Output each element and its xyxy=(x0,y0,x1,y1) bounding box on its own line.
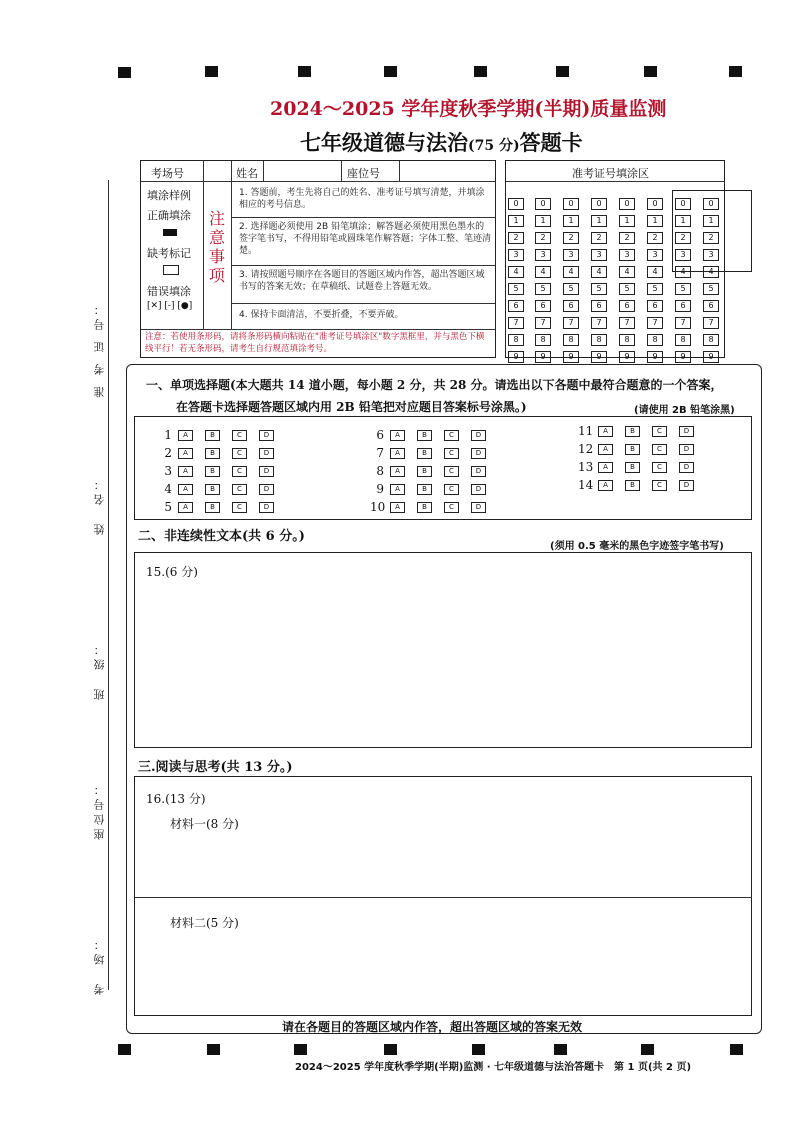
id-digit-bubble[interactable]: 8 xyxy=(535,334,551,346)
timing-mark xyxy=(641,1044,654,1055)
option-bubble-b[interactable]: B xyxy=(205,448,220,459)
id-digit-bubble[interactable]: 6 xyxy=(703,300,719,312)
id-digit-bubble[interactable]: 6 xyxy=(563,300,579,312)
timing-mark xyxy=(554,1044,567,1055)
option-bubble-b[interactable]: B xyxy=(417,430,432,441)
id-digit-bubble[interactable]: 0 xyxy=(675,198,691,210)
option-bubble-c[interactable]: C xyxy=(444,502,459,513)
id-digit-bubble[interactable]: 5 xyxy=(619,283,635,295)
question-number: 3 xyxy=(164,464,172,478)
id-digit-column xyxy=(508,198,524,368)
id-digit-bubble[interactable]: 4 xyxy=(508,266,524,278)
mcq-question-row xyxy=(370,446,498,460)
option-bubble-b[interactable]: B xyxy=(417,502,432,513)
id-digit-bubble[interactable]: 5 xyxy=(591,283,607,295)
id-digit-bubble[interactable]: 5 xyxy=(647,283,663,295)
option-bubble-c[interactable]: C xyxy=(652,480,667,491)
q15-answer-box[interactable] xyxy=(134,552,752,748)
id-digit-bubble[interactable]: 2 xyxy=(647,232,663,244)
option-bubble-d[interactable]: D xyxy=(471,448,486,459)
option-bubble-a[interactable]: A xyxy=(598,462,613,473)
option-bubble-b[interactable]: B xyxy=(205,502,220,513)
id-digit-bubble[interactable]: 2 xyxy=(675,232,691,244)
option-bubble-a[interactable]: A xyxy=(598,480,613,491)
timing-mark xyxy=(118,67,131,78)
wrong-fill-label: 错误填涂 xyxy=(147,285,191,298)
id-digit-bubble[interactable]: 0 xyxy=(591,198,607,210)
id-digit-bubble[interactable]: 5 xyxy=(703,283,719,295)
sidebar-class-label: 班 级： xyxy=(93,640,106,700)
seat-label: 座位号 xyxy=(347,167,380,180)
timing-mark xyxy=(729,66,742,77)
option-bubble-c[interactable]: C xyxy=(444,466,459,477)
id-digit-bubble[interactable]: 3 xyxy=(619,249,635,261)
timing-mark xyxy=(472,1044,485,1055)
option-bubble-a[interactable]: A xyxy=(390,466,405,477)
option-bubble-a[interactable]: A xyxy=(390,430,405,441)
id-digit-column xyxy=(675,198,691,368)
timing-mark xyxy=(118,1044,131,1055)
id-digit-bubble[interactable]: 9 xyxy=(591,351,607,363)
option-bubble-c[interactable]: C xyxy=(444,430,459,441)
sidebar-ticket-label: 准 考 证 号： xyxy=(93,300,106,398)
id-digit-bubble[interactable]: 5 xyxy=(508,283,524,295)
option-bubble-b[interactable]: B xyxy=(625,480,640,491)
id-digit-bubble[interactable]: 9 xyxy=(508,351,524,363)
pencil-note: (请使用 2B 铅笔涂黑) xyxy=(634,405,735,416)
option-bubble-a[interactable]: A xyxy=(178,448,193,459)
q16-answer-box[interactable] xyxy=(134,776,752,1016)
option-bubble-a[interactable]: A xyxy=(178,502,193,513)
timing-mark xyxy=(384,66,397,77)
id-digit-bubble[interactable]: 2 xyxy=(563,232,579,244)
timing-mark xyxy=(298,66,311,77)
id-digit-bubble[interactable]: 5 xyxy=(563,283,579,295)
mcq-question-row xyxy=(578,424,706,438)
timing-mark xyxy=(644,66,657,77)
sidebar-room-label: 考 场： xyxy=(93,935,106,995)
option-bubble-c[interactable]: C xyxy=(652,426,667,437)
correct-fill-sample xyxy=(163,229,177,236)
mcq-question-row xyxy=(578,460,706,474)
id-digit-bubble[interactable]: 7 xyxy=(591,317,607,329)
section1-title: 一、单项选择题(本大题共 14 道小题，每小题 2 分，共 28 分。请选出以下各题中最符合题意的一个答案， xyxy=(146,378,723,392)
id-digit-bubble[interactable]: 0 xyxy=(647,198,663,210)
option-bubble-b[interactable]: B xyxy=(205,484,220,495)
id-digit-bubble[interactable]: 2 xyxy=(535,232,551,244)
section1-title-line2: 在答题卡选择题答题区域内用 2B 铅笔把对应题目答案标号涂黑。) xyxy=(176,400,527,414)
id-digit-bubble[interactable]: 9 xyxy=(647,351,663,363)
mcq-question-row xyxy=(578,442,706,456)
option-bubble-d[interactable]: D xyxy=(259,430,274,441)
id-digit-column xyxy=(563,198,579,368)
id-digit-bubble[interactable]: 3 xyxy=(647,249,663,261)
timing-mark xyxy=(205,66,218,77)
option-bubble-d[interactable]: D xyxy=(471,430,486,441)
option-bubble-b[interactable]: B xyxy=(205,430,220,441)
id-digit-bubble[interactable]: 6 xyxy=(508,300,524,312)
id-digit-bubble[interactable]: 3 xyxy=(675,249,691,261)
id-digit-bubble[interactable]: 3 xyxy=(508,249,524,261)
option-bubble-c[interactable]: C xyxy=(232,502,247,513)
barcode-note: 注意：若使用条形码，请将条形码横向粘贴在"准考证号填涂区"数字黑框里，并与黑色下横线平行！若无条形码，请考生自行规范填涂考号。 xyxy=(145,332,485,354)
sidebar-seat-label: 座位号： xyxy=(93,780,106,840)
id-digit-bubble[interactable]: 7 xyxy=(703,317,719,329)
notice-item-3: 3. 请按照题号顺序在各题目的答题区域内作答，超出答题区域书写的答案无效；在草稿纸、试题卷上答题无效。 xyxy=(239,270,485,292)
id-digit-bubble[interactable]: 0 xyxy=(535,198,551,210)
id-digit-bubble[interactable]: 6 xyxy=(675,300,691,312)
q15-label: 15.(6 分) xyxy=(146,565,198,579)
option-bubble-d[interactable]: D xyxy=(679,480,694,491)
material2-label: 材料二(5 分) xyxy=(170,916,239,930)
id-digit-column xyxy=(591,198,607,368)
id-digit-bubble[interactable]: 4 xyxy=(619,266,635,278)
mcq-question-row xyxy=(370,500,498,514)
id-digit-bubble[interactable]: 9 xyxy=(563,351,579,363)
id-digit-bubble[interactable]: 5 xyxy=(675,283,691,295)
id-digit-bubble[interactable]: 8 xyxy=(619,334,635,346)
option-bubble-c[interactable]: C xyxy=(652,462,667,473)
id-digit-bubble[interactable]: 8 xyxy=(563,334,579,346)
material-divider xyxy=(134,897,752,898)
option-bubble-b[interactable]: B xyxy=(417,466,432,477)
option-bubble-d[interactable]: D xyxy=(471,466,486,477)
id-digit-bubble[interactable]: 9 xyxy=(535,351,551,363)
id-digit-column xyxy=(647,198,663,368)
id-digit-column xyxy=(703,198,719,368)
id-digit-bubble[interactable]: 7 xyxy=(563,317,579,329)
mcq-question-row xyxy=(158,482,286,496)
timing-mark xyxy=(294,1044,307,1055)
mcq-question-row xyxy=(370,464,498,478)
question-number: 9 xyxy=(376,482,384,496)
wrong-fill-marks: [✕] [-] [●] xyxy=(147,301,193,311)
option-bubble-b[interactable]: B xyxy=(625,426,640,437)
option-bubble-c[interactable]: C xyxy=(232,466,247,477)
id-area-title: 准考证号填涂区 xyxy=(572,167,649,180)
id-digit-bubble[interactable]: 4 xyxy=(703,266,719,278)
id-digit-bubble[interactable]: 2 xyxy=(703,232,719,244)
id-digit-bubble[interactable]: 7 xyxy=(619,317,635,329)
notice-item-2: 2. 选择题必须使用 2B 铅笔填涂；解答题必须使用黑色墨水的签字笔书写，不得用铅笔或圆珠笔作解答题；字体工整、笔迹清楚。 xyxy=(239,222,492,256)
mcq-question-row xyxy=(370,428,498,442)
section3-title: 三.阅读与思考(共 13 分。) xyxy=(138,760,293,775)
option-bubble-d[interactable]: D xyxy=(679,426,694,437)
q16-label: 16.(13 分) xyxy=(146,792,206,806)
id-digit-bubble[interactable]: 6 xyxy=(647,300,663,312)
id-digit-bubble[interactable]: 1 xyxy=(535,215,551,227)
mcq-question-row xyxy=(578,478,706,492)
id-digit-bubble[interactable]: 2 xyxy=(619,232,635,244)
id-digit-bubble[interactable]: 4 xyxy=(563,266,579,278)
id-digit-bubble[interactable]: 1 xyxy=(703,215,719,227)
absent-mark-box[interactable] xyxy=(163,265,179,275)
id-digit-bubble[interactable]: 8 xyxy=(591,334,607,346)
mcq-question-row xyxy=(158,500,286,514)
card-title: 七年级道德与法治(75 分)答题卡 xyxy=(300,130,583,155)
correct-fill-label: 正确填涂 xyxy=(147,209,191,222)
id-digit-bubble[interactable]: 8 xyxy=(647,334,663,346)
id-digit-bubble[interactable]: 9 xyxy=(703,351,719,363)
mcq-question-row xyxy=(158,446,286,460)
fill-example-label: 填涂样例 xyxy=(147,189,191,202)
option-bubble-a[interactable]: A xyxy=(390,448,405,459)
id-digit-bubble[interactable]: 4 xyxy=(535,266,551,278)
timing-mark xyxy=(384,1044,397,1055)
option-bubble-a[interactable]: A xyxy=(598,444,613,455)
id-digit-bubble[interactable]: 9 xyxy=(675,351,691,363)
absent-mark-label: 缺考标记 xyxy=(147,247,191,260)
option-bubble-a[interactable]: A xyxy=(178,430,193,441)
question-number: 13 xyxy=(578,460,594,474)
id-digit-bubble[interactable]: 7 xyxy=(647,317,663,329)
bottom-warning: 请在各题目的答题区域内作答，超出答题区域的答案无效 xyxy=(282,1020,583,1034)
id-digit-bubble[interactable]: 7 xyxy=(675,317,691,329)
notice-item-1: 1. 答题前，考生先将自己的姓名、准考证号填写清楚，并填涂相应的考号信息。 xyxy=(239,188,485,210)
option-bubble-c[interactable]: C xyxy=(232,430,247,441)
id-digit-bubble[interactable]: 0 xyxy=(563,198,579,210)
id-digit-bubble[interactable]: 3 xyxy=(703,249,719,261)
id-digit-bubble[interactable]: 4 xyxy=(647,266,663,278)
timing-mark xyxy=(207,1044,220,1055)
id-digit-bubble[interactable]: 1 xyxy=(591,215,607,227)
option-bubble-b[interactable]: B xyxy=(625,462,640,473)
timing-mark xyxy=(556,66,569,77)
mcq-question-row xyxy=(158,464,286,478)
option-bubble-b[interactable]: B xyxy=(417,448,432,459)
notice-item-4: 4. 保持卡面清洁，不要折叠，不要弄破。 xyxy=(239,310,404,320)
id-digit-bubble[interactable]: 4 xyxy=(591,266,607,278)
id-digit-bubble[interactable]: 0 xyxy=(619,198,635,210)
mcq-question-row xyxy=(158,428,286,442)
option-bubble-d[interactable]: D xyxy=(259,448,274,459)
question-number: 8 xyxy=(376,464,384,478)
option-bubble-c[interactable]: C xyxy=(232,448,247,459)
id-digit-bubble[interactable]: 6 xyxy=(591,300,607,312)
id-digit-bubble[interactable]: 0 xyxy=(508,198,524,210)
question-number: 5 xyxy=(164,500,172,514)
option-bubble-a[interactable]: A xyxy=(178,466,193,477)
option-bubble-d[interactable]: D xyxy=(259,484,274,495)
id-digit-bubble[interactable]: 0 xyxy=(703,198,719,210)
option-bubble-c[interactable]: C xyxy=(444,448,459,459)
option-bubble-a[interactable]: A xyxy=(598,426,613,437)
id-digit-bubble[interactable]: 3 xyxy=(535,249,551,261)
option-bubble-b[interactable]: B xyxy=(205,466,220,477)
id-digit-bubble[interactable]: 2 xyxy=(591,232,607,244)
id-digit-bubble[interactable]: 8 xyxy=(675,334,691,346)
id-digit-bubble[interactable]: 9 xyxy=(619,351,635,363)
question-number: 7 xyxy=(376,446,384,460)
question-number: 11 xyxy=(578,424,594,438)
id-digit-bubble[interactable]: 3 xyxy=(591,249,607,261)
id-digit-bubble[interactable]: 1 xyxy=(619,215,635,227)
option-bubble-b[interactable]: B xyxy=(417,484,432,495)
id-digit-bubble[interactable]: 8 xyxy=(703,334,719,346)
question-number: 4 xyxy=(164,482,172,496)
question-number: 14 xyxy=(578,478,594,492)
option-bubble-a[interactable]: A xyxy=(390,502,405,513)
question-number: 10 xyxy=(370,500,386,514)
id-digit-bubble[interactable]: 7 xyxy=(508,317,524,329)
pen-note: (须用 0.5 毫米的黑色字迹签字笔书写) xyxy=(550,541,724,552)
id-digit-bubble[interactable]: 1 xyxy=(647,215,663,227)
section2-title: 二、非连续性文本(共 6 分。) xyxy=(138,529,305,544)
option-bubble-a[interactable]: A xyxy=(390,484,405,495)
exam-title: 2024～2025 学年度秋季学期(半期)质量监测 xyxy=(270,98,667,120)
option-bubble-a[interactable]: A xyxy=(178,484,193,495)
id-digit-bubble[interactable]: 4 xyxy=(675,266,691,278)
id-digit-bubble[interactable]: 5 xyxy=(535,283,551,295)
question-number: 6 xyxy=(376,428,384,442)
name-label: 姓名 xyxy=(236,167,258,180)
option-bubble-c[interactable]: C xyxy=(444,484,459,495)
option-bubble-d[interactable]: D xyxy=(259,502,274,513)
sidebar-name-label: 姓 名： xyxy=(93,475,106,535)
id-digit-bubble[interactable]: 1 xyxy=(675,215,691,227)
exam-room-label: 考场号 xyxy=(151,167,184,180)
option-bubble-d[interactable]: D xyxy=(679,462,694,473)
id-digit-bubble[interactable]: 3 xyxy=(563,249,579,261)
option-bubble-c[interactable]: C xyxy=(232,484,247,495)
timing-mark xyxy=(730,1044,743,1055)
id-digit-column xyxy=(535,198,551,368)
notice-title: 注意事项 xyxy=(209,209,226,285)
option-bubble-d[interactable]: D xyxy=(679,444,694,455)
material1-label: 材料一(8 分) xyxy=(170,817,239,831)
id-digit-bubble[interactable]: 1 xyxy=(563,215,579,227)
timing-mark xyxy=(474,66,487,77)
sidebar-line xyxy=(108,180,109,990)
id-digit-bubble[interactable]: 7 xyxy=(535,317,551,329)
id-digit-column xyxy=(619,198,635,368)
page-footer: 2024～2025 学年度秋季学期(半期)监测 · 七年级道德与法治答题卡 第 1 页(共 2 页) xyxy=(295,1062,692,1073)
id-digit-bubble[interactable]: 6 xyxy=(535,300,551,312)
id-digit-bubble[interactable]: 6 xyxy=(619,300,635,312)
mcq-question-row xyxy=(370,482,498,496)
id-digit-bubble[interactable]: 8 xyxy=(508,334,524,346)
id-digit-bubble[interactable]: 2 xyxy=(508,232,524,244)
info-table xyxy=(140,160,496,358)
option-bubble-d[interactable]: D xyxy=(471,484,486,495)
question-number: 2 xyxy=(164,446,172,460)
option-bubble-d[interactable]: D xyxy=(259,466,274,477)
option-bubble-d[interactable]: D xyxy=(471,502,486,513)
question-number: 1 xyxy=(164,428,172,442)
id-digit-bubble[interactable]: 1 xyxy=(508,215,524,227)
option-bubble-c[interactable]: C xyxy=(652,444,667,455)
question-number: 12 xyxy=(578,442,594,456)
option-bubble-b[interactable]: B xyxy=(625,444,640,455)
